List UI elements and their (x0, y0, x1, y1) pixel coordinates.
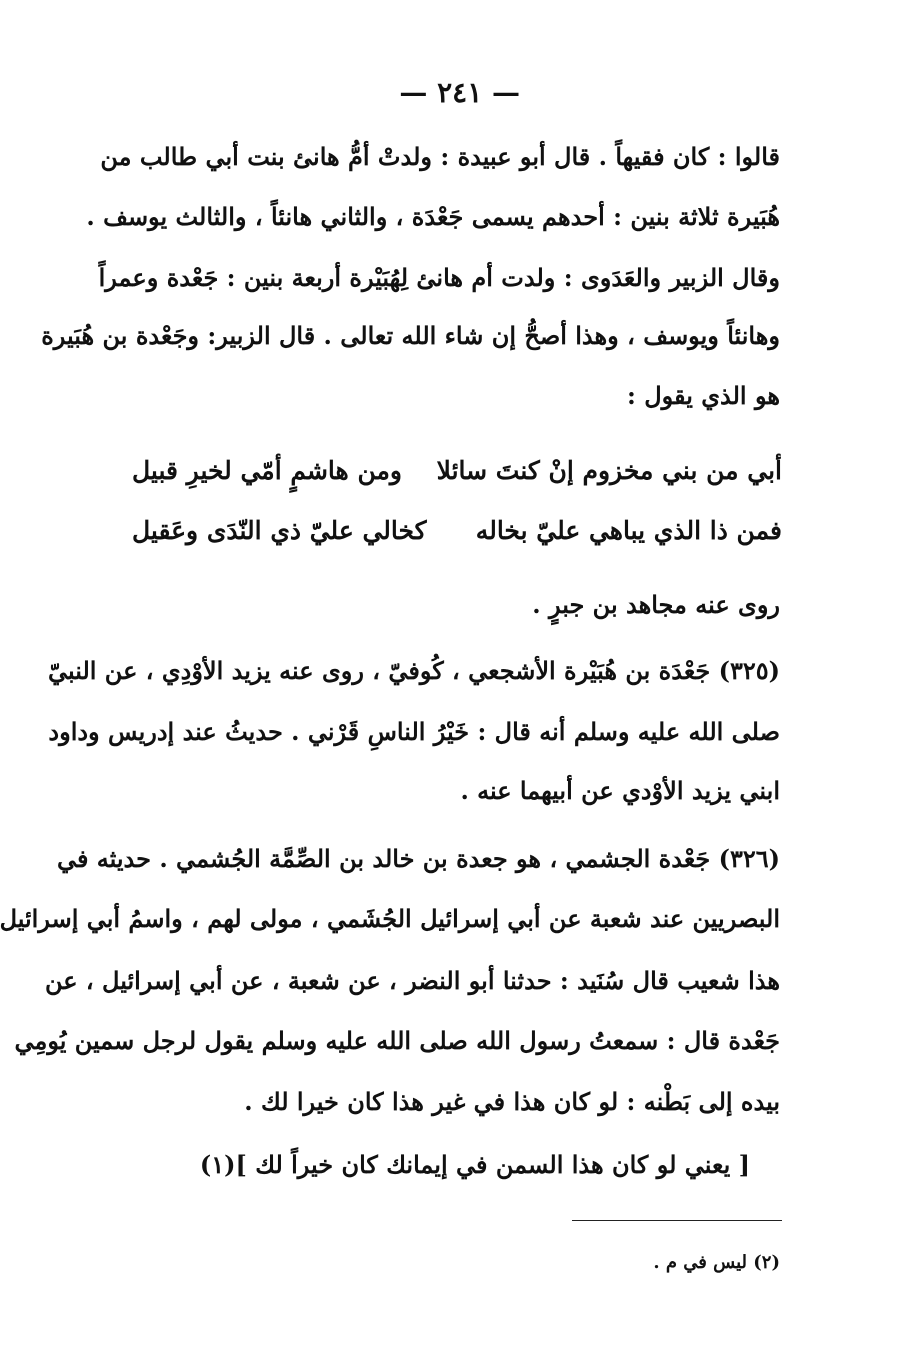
paragraph-1-line-5: هو الذي يقول : (627, 381, 780, 410)
paragraph-1-line-4: وهانئاً ويوسف ، وهذا أصحُّ إن شاء الله تعالى . قال الزبير: وجَعْدة بن هُبَيرة (41, 321, 780, 350)
poem-verse-1-second-hemistich: ومن هاشمٍ أمّي لخيرِ قبيل (132, 456, 402, 485)
page-number: — ٢٤١ — (399, 76, 520, 109)
bracketed-note: [ يعني لو كان هذا السمن في إيمانك كان خيراً لك ](١) (199, 1150, 750, 1179)
poem-verse-1 (132, 451, 782, 491)
paragraph-1-line-2: هُبَيرة ثلاثة بنين : أحدهم يسمى جَعْدَة ، والثاني هانئاً ، والثالث يوسف . (86, 202, 780, 231)
entry-326-line-4: جَعْدة قال : سمعتُ رسول الله صلى الله عليه وسلم يقول لرجل سمين يُومِي (14, 1026, 780, 1055)
entry-326-line-1: (٣٢٦) جَعْدة الجشمي ، هو جعدة بن خالد بن الصِّمَّة الجُشمي . حديثه في (56, 844, 780, 873)
narrator-line: روى عنه مجاهد بن جبرٍ . (532, 590, 780, 619)
poem-verse-2-first-hemistich: فمن ذا الذي يباهي عليّ بخاله (475, 516, 782, 545)
poem-verse-2-second-hemistich: كخالي عليّ ذي النّدَى وعَقيل (132, 516, 427, 545)
paragraph-1-line-3: وقال الزبير والعَدَوى : ولدت أم هانئ لِهُبَيْرة أربعة بنين : جَعْدة وعمراً (98, 263, 780, 292)
poem-verse-2 (132, 511, 782, 551)
entry-326-line-5: بيده إلى بَطْنه : لو كان هذا في غير هذا كان خيرا لك . (244, 1087, 780, 1116)
entry-326-line-2: البصريين عند شعبة عن أبي إسرائيل الجُشَمي ، مولى لهم ، واسمُ أبي إسرائيل (0, 904, 780, 933)
footnote-separator (572, 1220, 782, 1221)
entry-325-line-2: صلى الله عليه وسلم أنه قال : خَيْرُ الناسِ قَرْني . حديثُ عند إدريس وداود (48, 717, 780, 746)
poem-verse-1-first-hemistich: أبي من بني مخزوم إنْ كنتَ سائلا (436, 456, 782, 485)
entry-325-line-3: ابني يزيد الأوْدي عن أبيهما عنه . (460, 776, 780, 805)
entry-326-line-3: هذا شعيب قال سُنَيد : حدثنا أبو النضر ، عن شعبة ، عن أبي إسرائيل ، عن (44, 966, 780, 995)
paragraph-1-line-1: قالوا : كان فقيهاً . قال أبو عبيدة : ولدتْ أمُّ هانئ بنت أبي طالب من (100, 142, 780, 171)
entry-325-line-1: (٣٢٥) جَعْدَة بن هُبَيْرة الأشجعي ، كُوفيّ ، روى عنه يزيد الأوْدِي ، عن النبيّ (47, 656, 780, 685)
footnote: (٢) ليس في م . (653, 1252, 780, 1273)
